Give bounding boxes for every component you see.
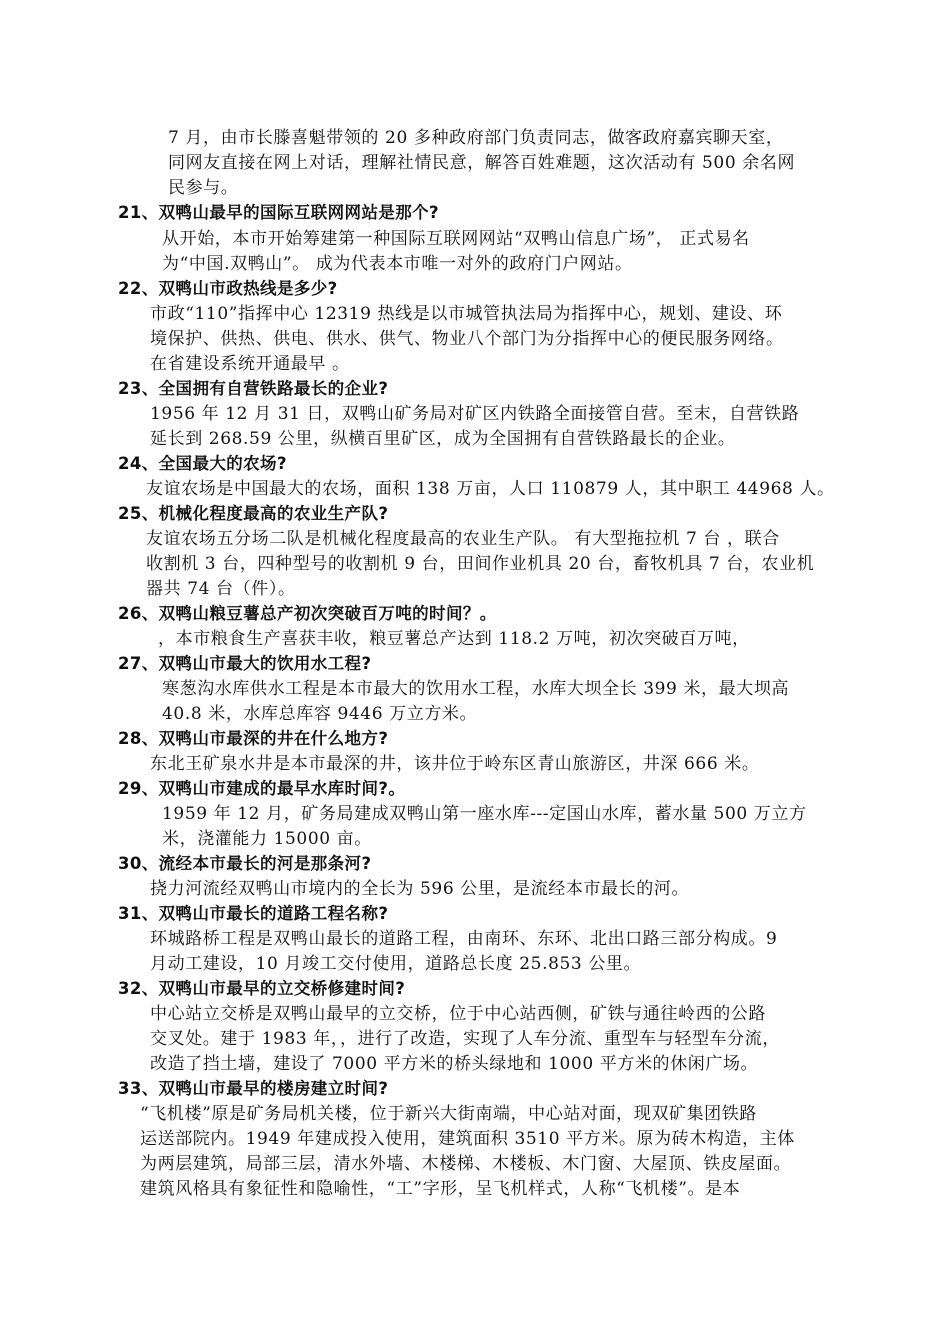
answer-line: 环城路桥工程是双鸭山最长的道路工程，由南环、东环、北出口路三部分构成。9 — [150, 929, 778, 949]
answer-line: 从开始，本市开始筹建第一种国际互联网网站“双鸭山信息广场”， 正式易名 — [162, 229, 750, 249]
answer-line: 40.8 米，水库总库容 9446 万立方米。 — [162, 704, 478, 724]
answer-line: 米，浇灌能力 15000 亩。 — [162, 829, 372, 849]
answer-line: 延长到 268.59 公里，纵横百里矿区，成为全国拥有自营铁路最长的企业。 — [150, 429, 736, 449]
question-heading: 25、机械化程度最高的农业生产队? — [118, 504, 389, 523]
answer-line: 为“中国.双鸭山”。 成为代表本市唯一对外的政府门户网站。 — [162, 254, 633, 274]
question-heading: 21、双鸭山最早的国际互联网网站是那个? — [118, 203, 440, 222]
question-heading: 28、双鸭山市最深的井在什么地方? — [118, 729, 389, 748]
question-heading: 22、双鸭山市政热线是多少? — [118, 279, 338, 298]
intro-line: 7 月，由市长滕喜魁带领的 20 多种政府部门负责同志，做客政府嘉宾聊天室， — [168, 128, 784, 148]
answer-line: 1956 年 12 月 31 日，双鸭山矿务局对矿区内铁路全面接管自营。至末，自营铁路 — [150, 404, 800, 424]
question-heading: 31、双鸭山市最长的道路工程名称? — [118, 904, 389, 923]
question-heading: 33、双鸭山市最早的楼房建立时间? — [118, 1079, 389, 1098]
answer-line: 为两层建筑，局部三层，清水外墙、木楼梯、木楼板、木门窗、大屋顶、铁皮屋面。 — [140, 1154, 792, 1174]
answer-line: 月动工建设，10 月竣工交付使用，道路总长度 25.853 公里。 — [150, 954, 642, 974]
answer-line: ，本市粮食生产喜获丰收，粮豆薯总产达到 118.2 万吨，初次突破百万吨， — [158, 629, 750, 649]
answer-line: 友谊农场五分场二队是机械化程度最高的农业生产队。 有大型拖拉机 7 台 ，联合 — [146, 529, 780, 549]
answer-line: 交叉处。建于 1983 年，，进行了改造，实现了人车分流、重型车与轻型车分流， — [150, 1029, 780, 1049]
answer-line: 改造了挡土墙，建设了 7000 平方米的桥头绿地和 1000 平方米的休闲广场。 — [150, 1054, 759, 1074]
answer-line: 友谊农场是中国最大的农场，面积 138 万亩，人口 110879 人，其中职工 44968 人。 — [146, 479, 835, 499]
answer-line: 境保护、供热、供电、供水、供气、物业八个部门为分指挥中心的便民服务网络。 — [150, 329, 784, 349]
answer-line: 收割机 3 台，四种型号的收割机 9 台，田间作业机具 20 台，畜牧机具 7 台，农业机 — [146, 554, 815, 574]
question-heading: 24、全国最大的农场? — [118, 454, 287, 473]
answer-line: 市政“110”指挥中心 12319 热线是以市城管执法局为指挥中心，规划、建设、环 — [150, 304, 783, 324]
intro-line: 民参与。 — [168, 178, 239, 198]
intro-line: 同网友直接在网上对话，理解社情民意，解答百姓难题，这次活动有 500 余名网 — [168, 153, 796, 173]
answer-line: 中心站立交桥是双鸭山最早的立交桥，位于中心站西侧，矿铁与通往岭西的公路 — [150, 1004, 766, 1024]
answer-line: 寒葱沟水库供水工程是本市最大的饮用水工程，水库大坝全长 399 米，最大坝高 — [162, 679, 790, 699]
question-heading: 27、双鸭山市最大的饮用水工程? — [118, 654, 372, 673]
question-heading: 26、双鸭山粮豆薯总产初次突破百万吨的时间？。 — [118, 604, 497, 623]
answer-line: 东北王矿泉水井是本市最深的井，该井位于岭东区青山旅游区，井深 666 米。 — [150, 754, 760, 774]
question-heading: 32、双鸭山市最早的立交桥修建时间? — [118, 979, 406, 998]
answer-line: 在省建设系统开通最早 。 — [150, 354, 350, 374]
answer-line: 运送部院内。1949 年建成投入使用，建筑面积 3510 平方米。原为砖木构造，主体 — [140, 1129, 795, 1149]
answer-line: 挠力河流经双鸭山市境内的全长为 596 公里，是流经本市最长的河。 — [150, 879, 690, 899]
answer-line: 1959 年 12 月，矿务局建成双鸭山第一座水库---定国山水库，蓄水量 500 万立方 — [162, 804, 807, 824]
question-heading: 29、双鸭山市建成的最早水库时间?。 — [118, 779, 406, 798]
question-heading: 23、全国拥有自营铁路最长的企业? — [118, 379, 389, 398]
answer-line: 器共 74 台（件）。 — [146, 579, 296, 599]
answer-line: 建筑风格具有象征性和隐喻性，“工”字形，呈飞机样式，人称“飞机楼”。是本 — [140, 1179, 741, 1199]
question-heading: 30、流经本市最长的河是那条河? — [118, 854, 372, 873]
answer-line: “飞机楼”原是矿务局机关楼，位于新兴大街南端，中心站对面，现双矿集团铁路 — [140, 1104, 757, 1124]
